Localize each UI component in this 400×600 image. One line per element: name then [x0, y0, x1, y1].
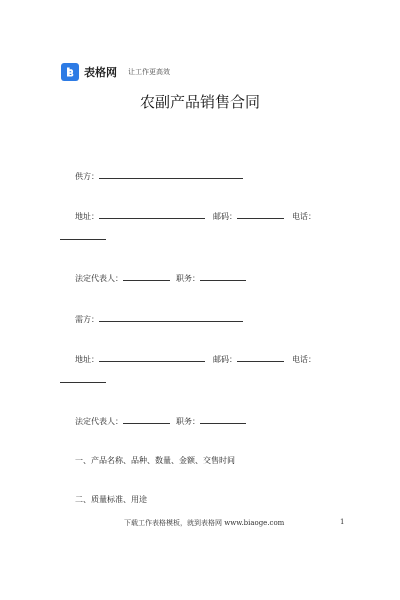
- buyer-address-label: 地址：: [75, 355, 99, 364]
- clause-item: 一、产品名称、品种、数量、金额、交售时间: [75, 456, 235, 465]
- supplier-address-row: [75, 210, 316, 222]
- buyer-postcode-blank: [237, 353, 284, 362]
- logo-slogan: 让工作更高效: [128, 68, 170, 76]
- supplier-name-blank: [99, 170, 243, 179]
- buyer-postcode-label: 邮码：: [213, 355, 237, 364]
- buyer-row: [75, 313, 243, 325]
- supplier-label: 供方：: [75, 172, 99, 181]
- document-title: 农副产品销售合同: [139, 93, 260, 111]
- buyer-label: 需方：: [75, 315, 99, 324]
- supplier-row: [75, 170, 243, 182]
- supplier-phone-label: 电话：: [292, 212, 316, 221]
- supplier-rep-row: [75, 272, 246, 284]
- buyer-rep-label: 法定代表人：: [75, 417, 123, 426]
- supplier-address-label: 地址：: [75, 212, 99, 221]
- supplier-postcode-label: 邮码：: [213, 212, 237, 221]
- buyer-phone-blank: [60, 374, 106, 383]
- supplier-postcode-blank: [237, 210, 284, 219]
- supplier-position-label: 职务：: [176, 274, 200, 283]
- buyer-position-label: 职务：: [176, 417, 200, 426]
- buyer-phone-label: 电话：: [292, 355, 316, 364]
- logo: [61, 63, 170, 81]
- supplier-rep-label: 法定代表人：: [75, 274, 123, 283]
- supplier-position-blank: [200, 272, 246, 281]
- supplier-rep-blank: [123, 272, 170, 281]
- page-number: 1: [340, 518, 345, 526]
- clause-item: 二、质量标准、用途: [75, 495, 147, 504]
- buyer-phone-row: [60, 374, 106, 386]
- footer-text: 下载工作表格模板，就到表格网 www.biaoge.com: [124, 519, 285, 527]
- buyer-rep-blank: [123, 415, 170, 424]
- supplier-phone-row: [60, 231, 106, 243]
- buyer-address-blank: [99, 353, 205, 362]
- logo-mark-icon: [61, 63, 79, 81]
- buyer-rep-row: [75, 415, 246, 427]
- buyer-address-row: [75, 353, 316, 365]
- buyer-name-blank: [99, 313, 243, 322]
- supplier-phone-blank: [60, 231, 106, 240]
- buyer-position-blank: [200, 415, 246, 424]
- supplier-address-blank: [99, 210, 205, 219]
- logo-name: 表格网: [84, 66, 117, 79]
